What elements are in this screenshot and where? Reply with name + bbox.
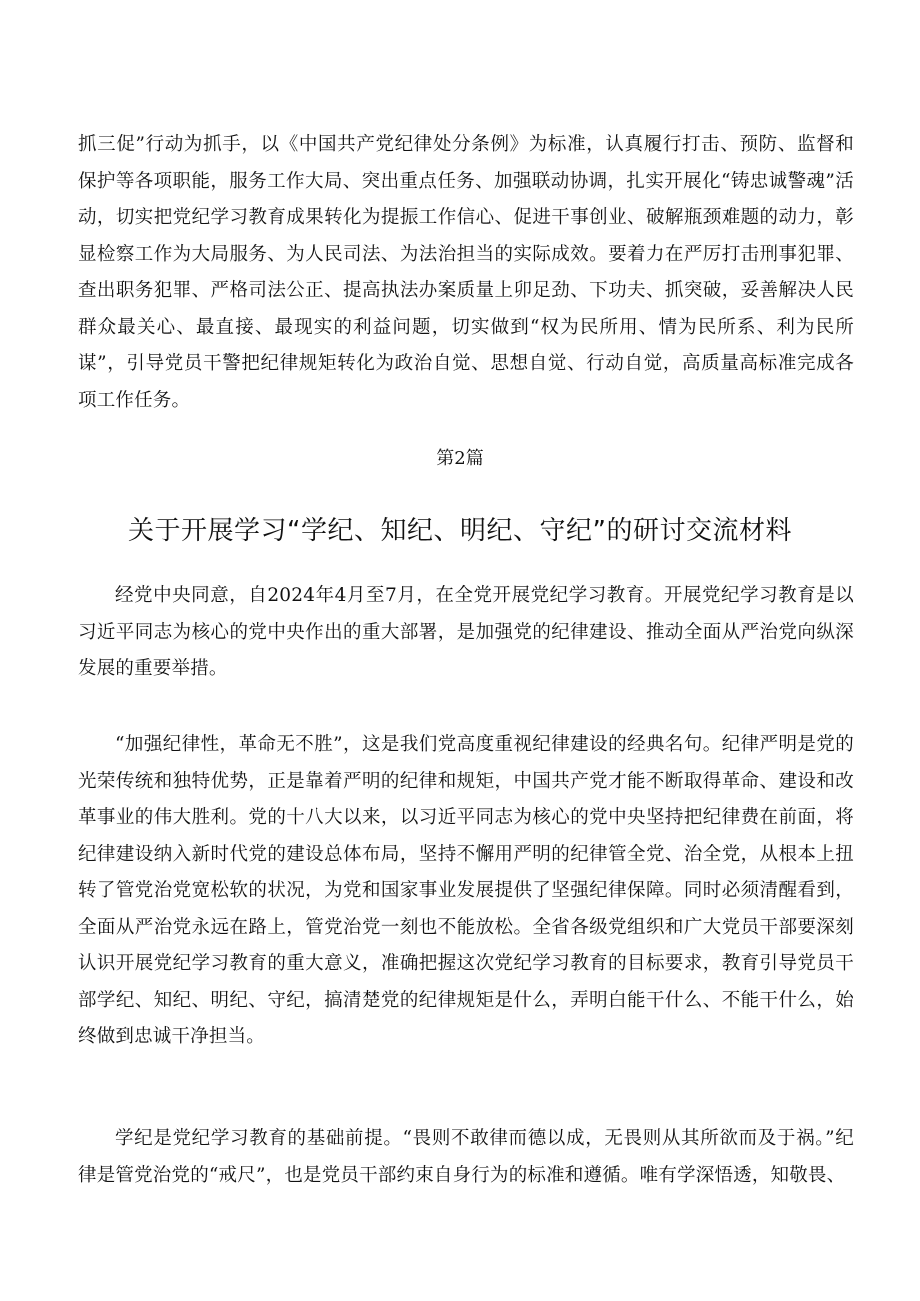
body-paragraph-2: “加强纪律性，革命无不胜”，这是我们党高度重视纪律建设的经典名句。纪律严明是党的光荣传统和独特优势，正是靠着严明的纪律和规矩，中国共产党才能不断取得革命、建设和改革事业的伟大胜利。党的十八大以来，以习近平同志为核心的党中央坚持把纪律费在前面，将纪律建设纳入新时代党的建设总体布局，坚持不懈用严明的纪律管全党、治全党，从根本上扭转了管党治党宽松软的状况，为党和国家事业发展提供了坚强纪律保障。同时必须清醒看到，全面从严治党永远在路上，管党治党一刻也不能放松。全省各级党组织和广大党员干部要深刻认识开展党纪学习教育的重大意义，准确把握这次党纪学习教育的目标要求，教育引导党员干部学纪、知纪、明纪、守纪，搞清楚党的纪律规矩是什么，弄明白能干什么、不能干什么，始终做到忠诚干净担当。 (78, 734, 854, 1047)
document-title: 关于开展学习“学纪、知纪、明纪、守纪”的研讨交流材料 (128, 516, 792, 546)
body-paragraph-3: 学纪是党纪学习教育的基础前提。“畏则不敢律而德以成，无畏则从其所欲而及于祸。”纪律是管党治党的“戒尺”，也是党员干部约束自身行为的标准和遵循。唯有学深悟透，知敬畏、 (78, 1128, 854, 1186)
section-label: 第2篇 (436, 448, 484, 469)
intro-paragraph: 抓三促”行动为抓手，以《中国共产党纪律处分条例》为标准，认真履行打击、预防、监督和保护等各项职能，服务工作大局、突出重点任务、加强联动协调，扎实开展化“铸忠诚警魂”活动，切实把党纪学习教育成果转化为提振工作信心、促进干事创业、破解瓶颈难题的动力，彰显检察工作为大局服务、为人民司法、为法治担当的实际成效。要着力在严厉打击刑事犯罪、查出职务犯罪、严格司法公正、提高执法办案质量上卯足劲、下功夫、抓突破，妥善解决人民群众最关心、最直接、最现实的利益问题，切实做到“权为民所用、情为民所系、利为民所谋”，引导党员干警把纪律规矩转化为政治自觉、思想自觉、行动自觉，高质量高标准完成各项工作任务。 (78, 134, 854, 411)
body-paragraph-1: 经党中央同意，自2024年4月至7月，在全党开展党纪学习教育。开展党纪学习教育是以习近平同志为核心的党中央作出的重大部署，是加强党的纪律建设、推动全面从严治党向纵深发展的重要举措。 (78, 585, 854, 679)
